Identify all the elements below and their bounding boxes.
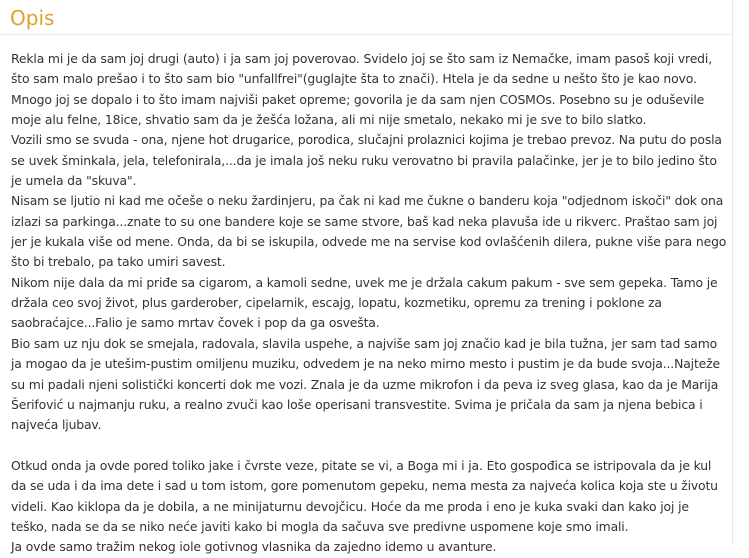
description-text bbox=[11, 49, 727, 558]
description-paragraph: Nisam se ljutio ni kad me očeše o neku žardinjeru, pa čak ni kad me čukne o banderu koja "odjednom iskoči" dok ona izlazi sa parkinga...znate to su one bandere koje se same stvore, baš kad neka plavuša ide u rikverc. Praštao sam joj jer je kukala više od mene. Onda, da bi se iskupila, odvede me na servise kod ovlašćenih dilera, pukne više para nego što bi trebalo, pa tako umiri savest. bbox=[11, 193, 727, 270]
description-paragraph: Otkud onda ja ovde pored toliko jake i čvrste veze, pitate se vi, a Boga mi i ja. Eto gospođica se istripovala da je kul da se uda i da ima dete i sad u tom istom, gore pomenutom gepeku, nema mesta za najveća kolica koja ste u životu videli. Kao kiklopa da je dobila, a ne minijaturnu devojčicu. Hoće da me proda i eno je kuka svaki dan kako joj je teško, nada se da se niko neće javiti kako bi mogla da sačuva sve predivne uspomene koje smo imali. bbox=[11, 457, 718, 534]
page-margin bbox=[734, 0, 749, 545]
description-paragraph: Nikom nije dala da mi priđe sa cigarom, a kamoli sedne, uvek me je držala cakum pakum - sve sem gepeka. Tamo je držala ceo svoj život, plus garderober, cipelarnik, escajg, lopatu, kozmetiku, opremu za trening i poklone za saobraćajce...Falio je samo mrtav čovek i pop da ga osvešta. bbox=[11, 274, 718, 331]
description-paragraph: Rekla mi je da sam joj drugi (auto) i ja sam joj poverovao. Svidelo joj se što sam iz Nemačke, imam pasoš koji vredi, što sam malo prešao i to što sam bio "unfallfrei"(guglajte šta to znači). Htela je da sedne u nešto što je kao novo. Mnogo joj se dopalo i to što imam najviši paket opreme; govorila je da sam njen COSMOs. Posebno su je oduševile moje alu felne, 18ice, shvatio sam da je žešća ložana, ali mi nije smetalo, nekako mi je sve to bilo slatko. bbox=[11, 51, 712, 128]
section-title: Opis bbox=[10, 6, 55, 30]
paragraph-spacer bbox=[11, 436, 727, 456]
description-paragraph: Ja ovde samo tražim nekog iole gotivnog vlasnika da zajedno idemo u avanture. bbox=[11, 539, 497, 555]
description-paragraph: Vozili smo se svuda - ona, njene hot drugarice, porodica, slučajni prolaznici kojima je trebao prevoz. Na putu do posla se uvek šminkala, jela, telefonirala,...da je imala još neku ruku verovatno bi pravila palačinke, jer je to bilo jedino što je umela da "skuva". bbox=[11, 132, 722, 189]
description-paragraph: Bio sam uz nju dok se smejala, radovala, slavila uspehe, a najviše sam joj značio kad je bila tužna, jer sam tad samo ja mogao da je utešim-pustim omiljenu muziku, odvedem je na neko mirno mesto i pustim je da bude svoja...Najteže su mi padali njeni solistički koncerti dok me vozi. Znala je da uzme mikrofon i da peva iz sveg glasa, kao da je Marija Šerifović u najmanju ruku, a realno zvuči kao loše operisani transvestite. Svima je pričala da sam ja njena bebica i najveća ljubav. bbox=[11, 335, 720, 433]
title-divider bbox=[0, 34, 733, 35]
